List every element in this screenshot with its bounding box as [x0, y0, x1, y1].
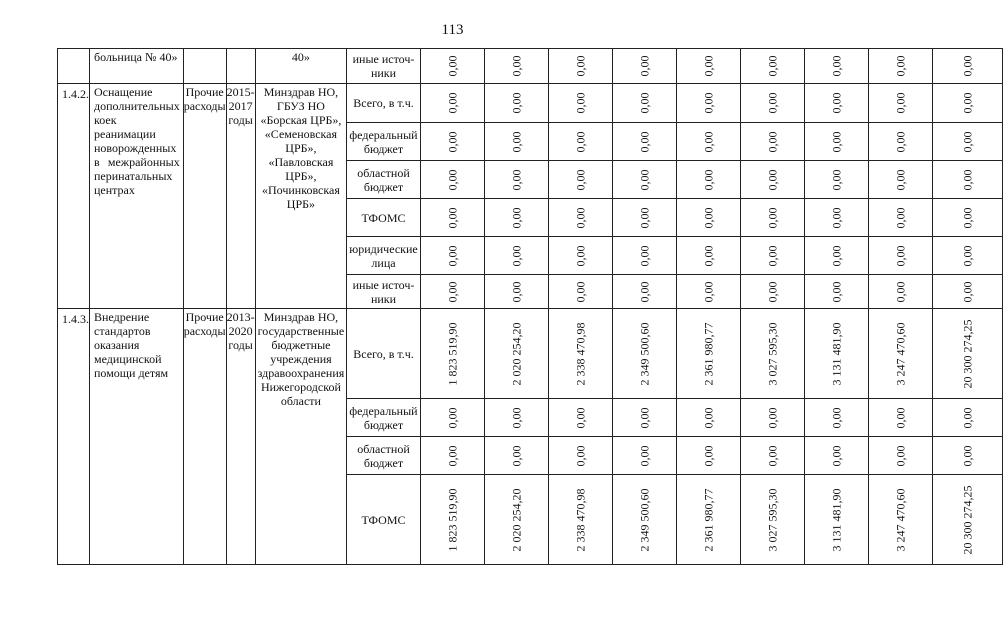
value-cell: [420, 161, 484, 199]
table-row: [58, 84, 1003, 123]
value-cell: [420, 199, 484, 237]
value-text: 0,00: [765, 131, 780, 152]
value-cell: [612, 199, 676, 237]
funding-source: областной бюджет: [347, 161, 420, 199]
value-cell: [676, 309, 740, 399]
value-text: 0,00: [893, 207, 908, 228]
value-text: 0,00: [765, 445, 780, 466]
expense-type: Прочие расходы: [183, 84, 226, 309]
value-text: 0,00: [573, 281, 588, 302]
value-cell: [868, 275, 932, 309]
value-text: 0,00: [893, 281, 908, 302]
value-cell: [676, 199, 740, 237]
value-text: 0,00: [509, 169, 524, 190]
value-text: 0,00: [765, 407, 780, 428]
value-text: 0,00: [960, 169, 975, 190]
executor: Минздрав НО, государственные бюджетные учреждения здравоохранения Нижегородской области: [255, 309, 347, 565]
value-cell: [740, 475, 804, 565]
value-text: 2 361 980,77: [701, 322, 716, 385]
value-text: 0,00: [509, 207, 524, 228]
value-text: 0,00: [829, 445, 844, 466]
value-text: 1 823 519,90: [445, 488, 460, 551]
value-text: 0,00: [765, 169, 780, 190]
value-text: 0,00: [701, 92, 716, 114]
value-text: 2 361 980,77: [701, 488, 716, 551]
value-cell: [612, 123, 676, 161]
value-cell: [868, 309, 932, 399]
value-text: 2 349 500,60: [637, 488, 652, 551]
value-cell: [740, 84, 804, 123]
value-cell: [932, 123, 1002, 161]
value-text: 3 247 470,60: [893, 488, 908, 551]
value-cell: [804, 309, 868, 399]
value-cell: [868, 199, 932, 237]
value-text: 20 300 274,25: [960, 485, 975, 554]
value-text: 0,00: [573, 207, 588, 228]
value-text: 1 823 519,90: [445, 322, 460, 385]
value-cell: [804, 49, 868, 84]
value-text: 0,00: [509, 92, 524, 114]
value-cell: [484, 399, 548, 437]
value-cell: [676, 123, 740, 161]
value-text: 0,00: [701, 407, 716, 428]
value-cell: [420, 84, 484, 123]
value-text: 0,00: [701, 281, 716, 302]
funding-source: ТФОМС: [347, 199, 420, 237]
value-cell: [676, 437, 740, 475]
value-cell: [484, 237, 548, 275]
value-cell: [740, 237, 804, 275]
value-text: 0,00: [445, 169, 460, 190]
value-cell: [932, 275, 1002, 309]
table-row: [58, 49, 1003, 84]
value-text: 0,00: [637, 92, 652, 114]
value-text: 0,00: [573, 131, 588, 152]
value-cell: [932, 237, 1002, 275]
value-text: 0,00: [960, 245, 975, 266]
value-cell: [740, 123, 804, 161]
value-text: 0,00: [509, 407, 524, 428]
value-text: 0,00: [701, 207, 716, 228]
value-text: 0,00: [509, 245, 524, 266]
item-name: Оснащение дополнительных коек реанимации новорожденных в межрайонных перинатальных центрах: [90, 84, 184, 309]
value-cell: [804, 123, 868, 161]
value-cell: [548, 199, 612, 237]
value-cell: [612, 275, 676, 309]
value-text: 0,00: [829, 407, 844, 428]
value-text: 3 131 481,90: [829, 322, 844, 385]
value-text: 20 300 274,25: [960, 319, 975, 388]
value-cell: [484, 475, 548, 565]
value-text: 0,00: [509, 445, 524, 466]
value-cell: [804, 275, 868, 309]
value-cell: [420, 437, 484, 475]
value-cell: [868, 84, 932, 123]
value-cell: [740, 309, 804, 399]
value-cell: [868, 123, 932, 161]
value-text: 0,00: [893, 92, 908, 114]
value-cell: [804, 399, 868, 437]
value-cell: [548, 84, 612, 123]
value-text: 0,00: [573, 445, 588, 466]
value-cell: [420, 123, 484, 161]
value-cell: [932, 161, 1002, 199]
value-text: 0,00: [765, 55, 780, 77]
value-text: 0,00: [960, 55, 975, 77]
value-text: 0,00: [893, 245, 908, 266]
value-text: 0,00: [445, 245, 460, 266]
value-cell: [548, 237, 612, 275]
table-row: [58, 309, 1003, 399]
funding-source: Всего, в т.ч.: [347, 84, 420, 123]
value-text: 0,00: [637, 281, 652, 302]
value-text: 0,00: [701, 245, 716, 266]
value-text: 2 020 254,20: [509, 322, 524, 385]
value-cell: [676, 237, 740, 275]
executor: 40»: [255, 49, 347, 84]
value-cell: [420, 237, 484, 275]
value-cell: [484, 84, 548, 123]
value-cell: [484, 49, 548, 84]
value-text: 0,00: [960, 281, 975, 302]
value-text: 0,00: [893, 131, 908, 152]
expense-type: Прочие расходы: [183, 309, 226, 565]
value-cell: [612, 237, 676, 275]
value-text: 0,00: [573, 55, 588, 77]
value-cell: [932, 199, 1002, 237]
value-text: 0,00: [829, 131, 844, 152]
value-cell: [612, 84, 676, 123]
value-text: 0,00: [637, 131, 652, 152]
value-cell: [932, 399, 1002, 437]
funding-source: федеральный бюджет: [347, 399, 420, 437]
funding-table: [57, 48, 1003, 565]
value-cell: [484, 437, 548, 475]
value-cell: [612, 49, 676, 84]
value-cell: [612, 309, 676, 399]
value-cell: [676, 475, 740, 565]
value-text: 0,00: [960, 92, 975, 114]
value-cell: [676, 275, 740, 309]
value-cell: [804, 199, 868, 237]
funding-source: Всего, в т.ч.: [347, 309, 420, 399]
value-cell: [548, 49, 612, 84]
value-cell: [804, 84, 868, 123]
value-text: 0,00: [960, 207, 975, 228]
value-text: 0,00: [829, 245, 844, 266]
value-text: 3 247 470,60: [893, 322, 908, 385]
value-text: 0,00: [960, 131, 975, 152]
value-cell: [804, 161, 868, 199]
value-text: 0,00: [829, 55, 844, 77]
value-cell: [740, 437, 804, 475]
value-cell: [740, 199, 804, 237]
value-text: 0,00: [573, 92, 588, 114]
value-text: 0,00: [445, 131, 460, 152]
value-cell: [612, 437, 676, 475]
item-name: Внедрение стандартов оказания медицинской помощи детям: [90, 309, 184, 565]
value-cell: [420, 49, 484, 84]
value-cell: [868, 237, 932, 275]
value-cell: [612, 399, 676, 437]
value-cell: [484, 161, 548, 199]
value-cell: [868, 437, 932, 475]
value-cell: [420, 309, 484, 399]
value-text: 0,00: [893, 55, 908, 77]
value-text: 0,00: [701, 131, 716, 152]
value-text: 0,00: [509, 131, 524, 152]
value-text: 0,00: [765, 92, 780, 114]
value-text: 0,00: [960, 407, 975, 428]
value-cell: [740, 49, 804, 84]
value-text: 0,00: [637, 55, 652, 77]
value-text: 0,00: [829, 92, 844, 114]
item-number: 1.4.2.: [58, 84, 90, 309]
value-text: 0,00: [637, 207, 652, 228]
value-text: 2 338 470,98: [573, 322, 588, 385]
value-cell: [932, 309, 1002, 399]
value-text: 0,00: [445, 407, 460, 428]
funding-source: иные источ- ники: [347, 49, 420, 84]
value-text: 0,00: [701, 169, 716, 190]
value-text: 0,00: [701, 55, 716, 77]
value-text: 0,00: [573, 169, 588, 190]
value-text: 0,00: [445, 445, 460, 466]
value-text: 0,00: [509, 55, 524, 77]
value-cell: [420, 399, 484, 437]
value-text: 0,00: [637, 407, 652, 428]
value-text: 0,00: [637, 245, 652, 266]
value-cell: [420, 475, 484, 565]
value-cell: [932, 49, 1002, 84]
funding-source: юридические лица: [347, 237, 420, 275]
value-cell: [548, 161, 612, 199]
value-text: 3 131 481,90: [829, 488, 844, 551]
funding-source: иные источ- ники: [347, 275, 420, 309]
value-cell: [548, 123, 612, 161]
funding-source: ТФОМС: [347, 475, 420, 565]
value-text: 3 027 595,30: [765, 488, 780, 551]
value-cell: [676, 49, 740, 84]
value-text: 0,00: [893, 445, 908, 466]
value-cell: [868, 49, 932, 84]
value-cell: [932, 475, 1002, 565]
value-text: 0,00: [573, 407, 588, 428]
value-text: 0,00: [701, 445, 716, 466]
value-cell: [548, 437, 612, 475]
value-cell: [868, 161, 932, 199]
expense-type: [183, 49, 226, 84]
value-text: 0,00: [445, 207, 460, 228]
value-cell: [484, 199, 548, 237]
value-cell: [548, 275, 612, 309]
value-cell: [740, 161, 804, 199]
period: [226, 49, 255, 84]
value-cell: [484, 275, 548, 309]
value-cell: [804, 237, 868, 275]
value-text: 0,00: [445, 281, 460, 302]
page-number: 113: [441, 22, 464, 38]
value-cell: [868, 475, 932, 565]
value-text: 3 027 595,30: [765, 322, 780, 385]
value-cell: [740, 399, 804, 437]
value-text: 0,00: [573, 245, 588, 266]
value-text: 0,00: [637, 169, 652, 190]
funding-source: федеральный бюджет: [347, 123, 420, 161]
value-text: 2 349 500,60: [637, 322, 652, 385]
executor: Минздрав НО, ГБУЗ НО «Борская ЦРБ», «Семеновская ЦРБ», «Павловская ЦРБ», «Починковская ЦРБ»: [255, 84, 347, 309]
value-cell: [868, 399, 932, 437]
value-cell: [484, 123, 548, 161]
item-number: 1.4.3.: [58, 309, 90, 565]
value-text: 0,00: [637, 445, 652, 466]
period: 2015- 2017 годы: [226, 84, 255, 309]
period: 2013- 2020 годы: [226, 309, 255, 565]
item-name: больница № 40»: [90, 49, 184, 84]
value-cell: [676, 84, 740, 123]
value-cell: [676, 161, 740, 199]
value-text: 2 020 254,20: [509, 488, 524, 551]
value-text: 2 338 470,98: [573, 488, 588, 551]
value-cell: [548, 399, 612, 437]
value-cell: [804, 475, 868, 565]
value-text: 0,00: [765, 207, 780, 228]
value-text: 0,00: [829, 169, 844, 190]
value-cell: [932, 84, 1002, 123]
value-text: 0,00: [829, 207, 844, 228]
value-cell: [676, 399, 740, 437]
value-cell: [612, 475, 676, 565]
value-text: 0,00: [445, 55, 460, 77]
value-cell: [548, 475, 612, 565]
value-text: 0,00: [765, 245, 780, 266]
value-text: 0,00: [509, 281, 524, 302]
value-cell: [932, 437, 1002, 475]
funding-source: областной бюджет: [347, 437, 420, 475]
value-text: 0,00: [893, 407, 908, 428]
value-cell: [548, 309, 612, 399]
value-text: 0,00: [893, 169, 908, 190]
value-text: 0,00: [765, 281, 780, 302]
item-number: [58, 49, 90, 84]
value-cell: [740, 275, 804, 309]
value-cell: [612, 161, 676, 199]
value-cell: [484, 309, 548, 399]
value-text: 0,00: [960, 445, 975, 466]
value-cell: [804, 437, 868, 475]
value-text: 0,00: [829, 281, 844, 302]
value-cell: [420, 275, 484, 309]
value-text: 0,00: [445, 92, 460, 114]
